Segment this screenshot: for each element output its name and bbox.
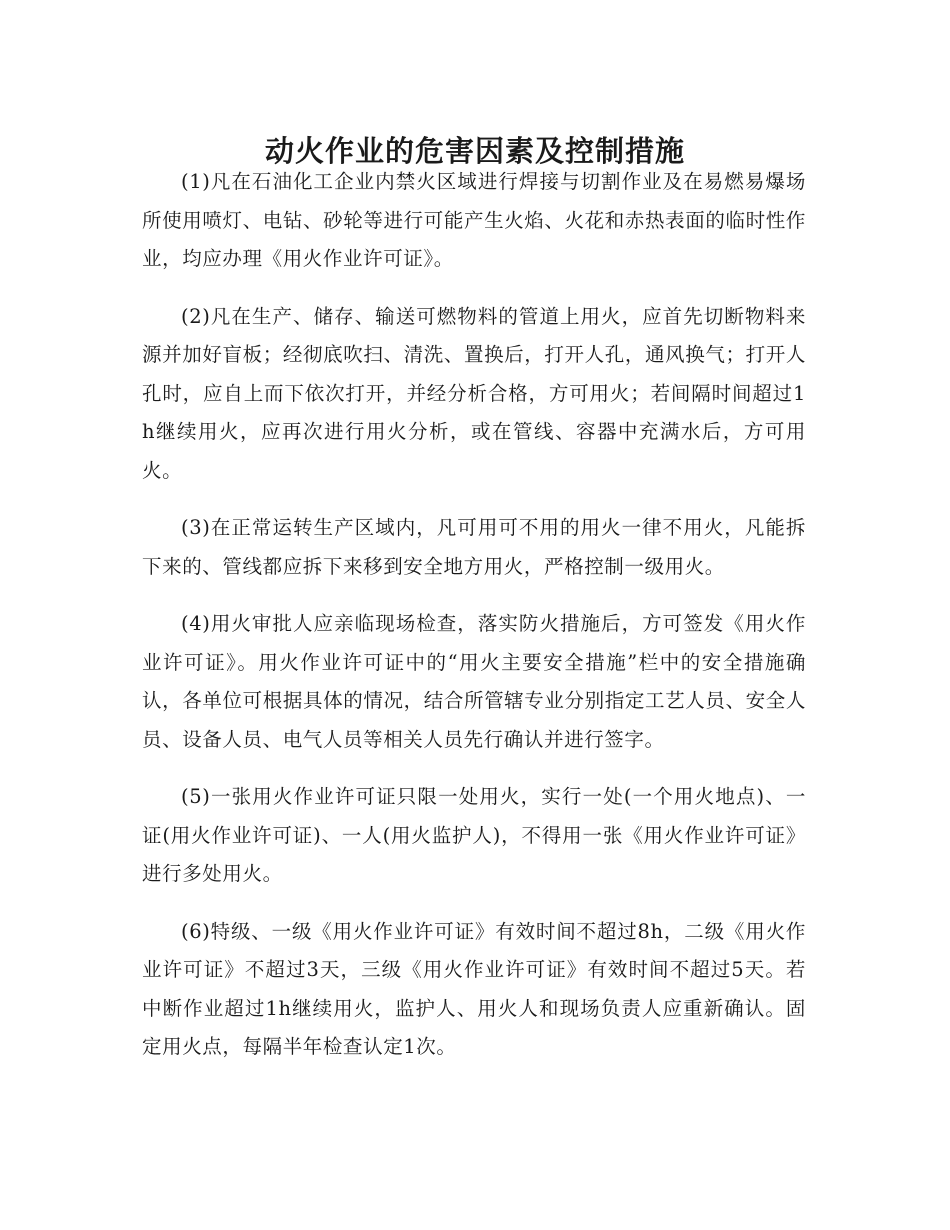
document-body (142, 163, 806, 1086)
document-title: 动火作业的危害因素及控制措施 (264, 134, 685, 169)
paragraph-1: (1)凡在石油化工企业内禁火区域进行焊接与切割作业及在易燃易爆场所使用喷灯、电钻、砂轮等进行可能产生火焰、火花和赤热表面的临时性作业，均应办理《用火作业许可证》。 (142, 170, 806, 270)
paragraph-2: (2)凡在生产、储存、输送可燃物料的管道上用火，应首先切断物料来源并加好盲板；经彻底吹扫、清洗、置换后，打开人孔，通风换气；打开人孔时，应自上而下依次打开，并经分析合格，方可用火；若间隔时间超过1h继续用火，应再次进行用火分析，或在管线、容器中充满水后，方可用火。 (142, 304, 806, 482)
paragraph-3: (3)在正常运转生产区域内，凡可用可不用的用火一律不用火，凡能拆下来的、管线都应拆下来移到安全地方用火，严格控制一级用火。 (142, 516, 806, 578)
paragraph-6: (6)特级、一级《用火作业许可证》有效时间不超过8h，二级《用火作业许可证》不超过3天，三级《用火作业许可证》有效时间不超过5天。若中断作业超过1h继续用火，监护人、用火人和现场负责人应重新确认。固定用火点，每隔半年检查认定1次。 (142, 919, 806, 1058)
paragraph-5: (5)一张用火作业许可证只限一处用火，实行一处(一个用火地点)、一证(用火作业许可证)、一人(用火监护人)，不得用一张《用火作业许可证》进行多处用火。 (142, 785, 806, 885)
paragraph-4: (4)用火审批人应亲临现场检查，落实防火措施后，方可签发《用火作业许可证》。用火作业许可证中的“用火主要安全措施”栏中的安全措施确认，各单位可根据具体的情况，结合所管辖专业分别指定工艺人员、安全人员、设备人员、电气人员等相关人员先行确认并进行签字。 (142, 612, 806, 751)
